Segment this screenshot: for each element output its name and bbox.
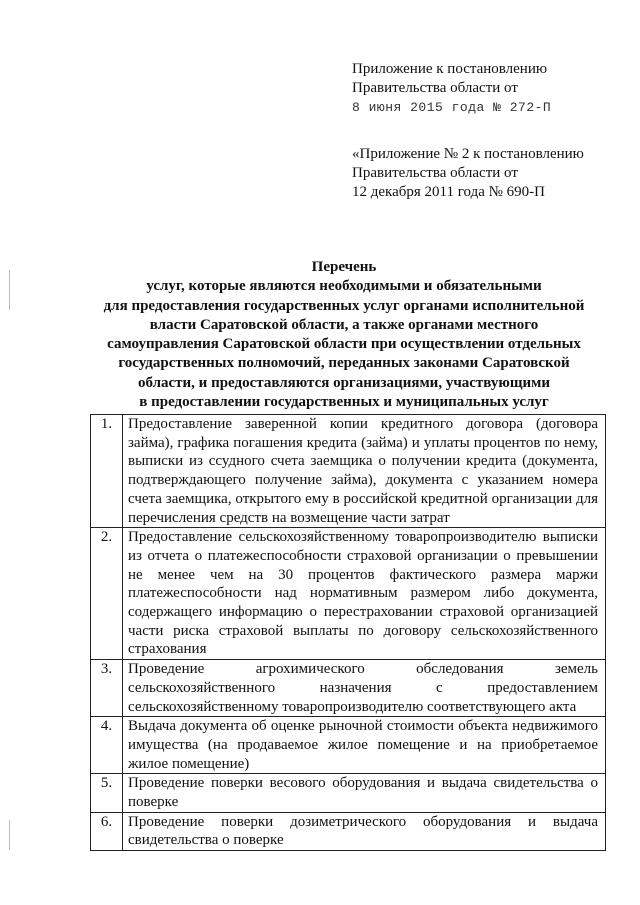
title-line: области, и предоставляются организациями, участвующими — [137, 374, 551, 391]
table-row — [91, 717, 606, 774]
appendix-note-line: «Приложение № 2 к постановлению — [352, 146, 584, 162]
service-text: Проведение агрохимического обследования земель сельскохозяйственного назначения с предоставлением сельскохозяйственному товаропроизводителю соответствующего акта — [123, 660, 606, 717]
service-text: Проведение поверки весового оборудования и выдача свидетельства о поверке — [123, 774, 606, 812]
service-text: Предоставление заверенной копии кредитного договора (договора займа), графика погашения кредита (займа) и уплаты процентов по нему, выписки из ссудного счета заемщика о получении кредита (документа, подтверждающего получение займа), документа с указанием номера счета заемщика, открытого ему в российской кредитной организации для перечисления средств на возмещение части затрат — [123, 415, 606, 528]
table-row — [91, 812, 606, 850]
row-number: 2. — [91, 528, 123, 660]
table-row — [91, 660, 606, 717]
service-text: Проведение поверки дозиметрического оборудования и выдача свидетельства о поверке — [123, 812, 606, 850]
appendix-note-line: Правительства области от — [352, 80, 518, 96]
scan-artifact — [9, 820, 10, 850]
title-line: власти Саратовской области, а также органами местного — [149, 316, 539, 333]
appendix-date-stamp: 8 июня 2015 года № 272-П — [352, 100, 552, 115]
table-row — [91, 774, 606, 812]
appendix-note-line: Приложение к постановлению — [352, 61, 548, 77]
title-line: для предоставления государственных услуг органами исполнительной — [103, 297, 585, 314]
table-row — [91, 415, 606, 528]
title-heading: Перечень — [311, 259, 377, 275]
row-number: 4. — [91, 717, 123, 774]
appendix-note-line: 12 декабря 2011 года № 690-П — [352, 184, 546, 200]
appendix-note-top — [352, 60, 622, 117]
service-text: Предоставление сельскохозяйственному товаропроизводителю выписки из отчета о платежеспособности страховой организации о превышении не менее чем на 30 процентов фактического размера маржи платежеспособности над нормативным размером либо документа, содержащего информацию о перестраховании страховой организацией части риска страховой выплаты по договору сельскохозяйственного страхования — [123, 528, 606, 660]
title-line: самоуправления Саратовской области при осуществлении отдельных — [107, 336, 581, 353]
title-line: в предоставлении государственных и муниципальных услуг — [139, 394, 549, 411]
services-table — [90, 414, 606, 851]
appendix-note-line: Правительства области от — [352, 165, 518, 181]
row-number: 6. — [91, 812, 123, 850]
row-number: 3. — [91, 660, 123, 717]
appendix-note-2 — [352, 145, 622, 202]
document-title — [88, 258, 600, 412]
title-line: услуг, которые являются необходимыми и обязательными — [146, 278, 542, 295]
service-text: Выдача документа об оценке рыночной стоимости объекта недвижимого имущества (на продаваемое жилое помещение и на приобретаемое жилое помещение) — [123, 717, 606, 774]
row-number: 5. — [91, 774, 123, 812]
title-line: государственных полномочий, переданных законами Саратовской — [118, 355, 570, 372]
table-row — [91, 528, 606, 660]
row-number: 1. — [91, 415, 123, 528]
scan-artifact — [9, 270, 10, 310]
